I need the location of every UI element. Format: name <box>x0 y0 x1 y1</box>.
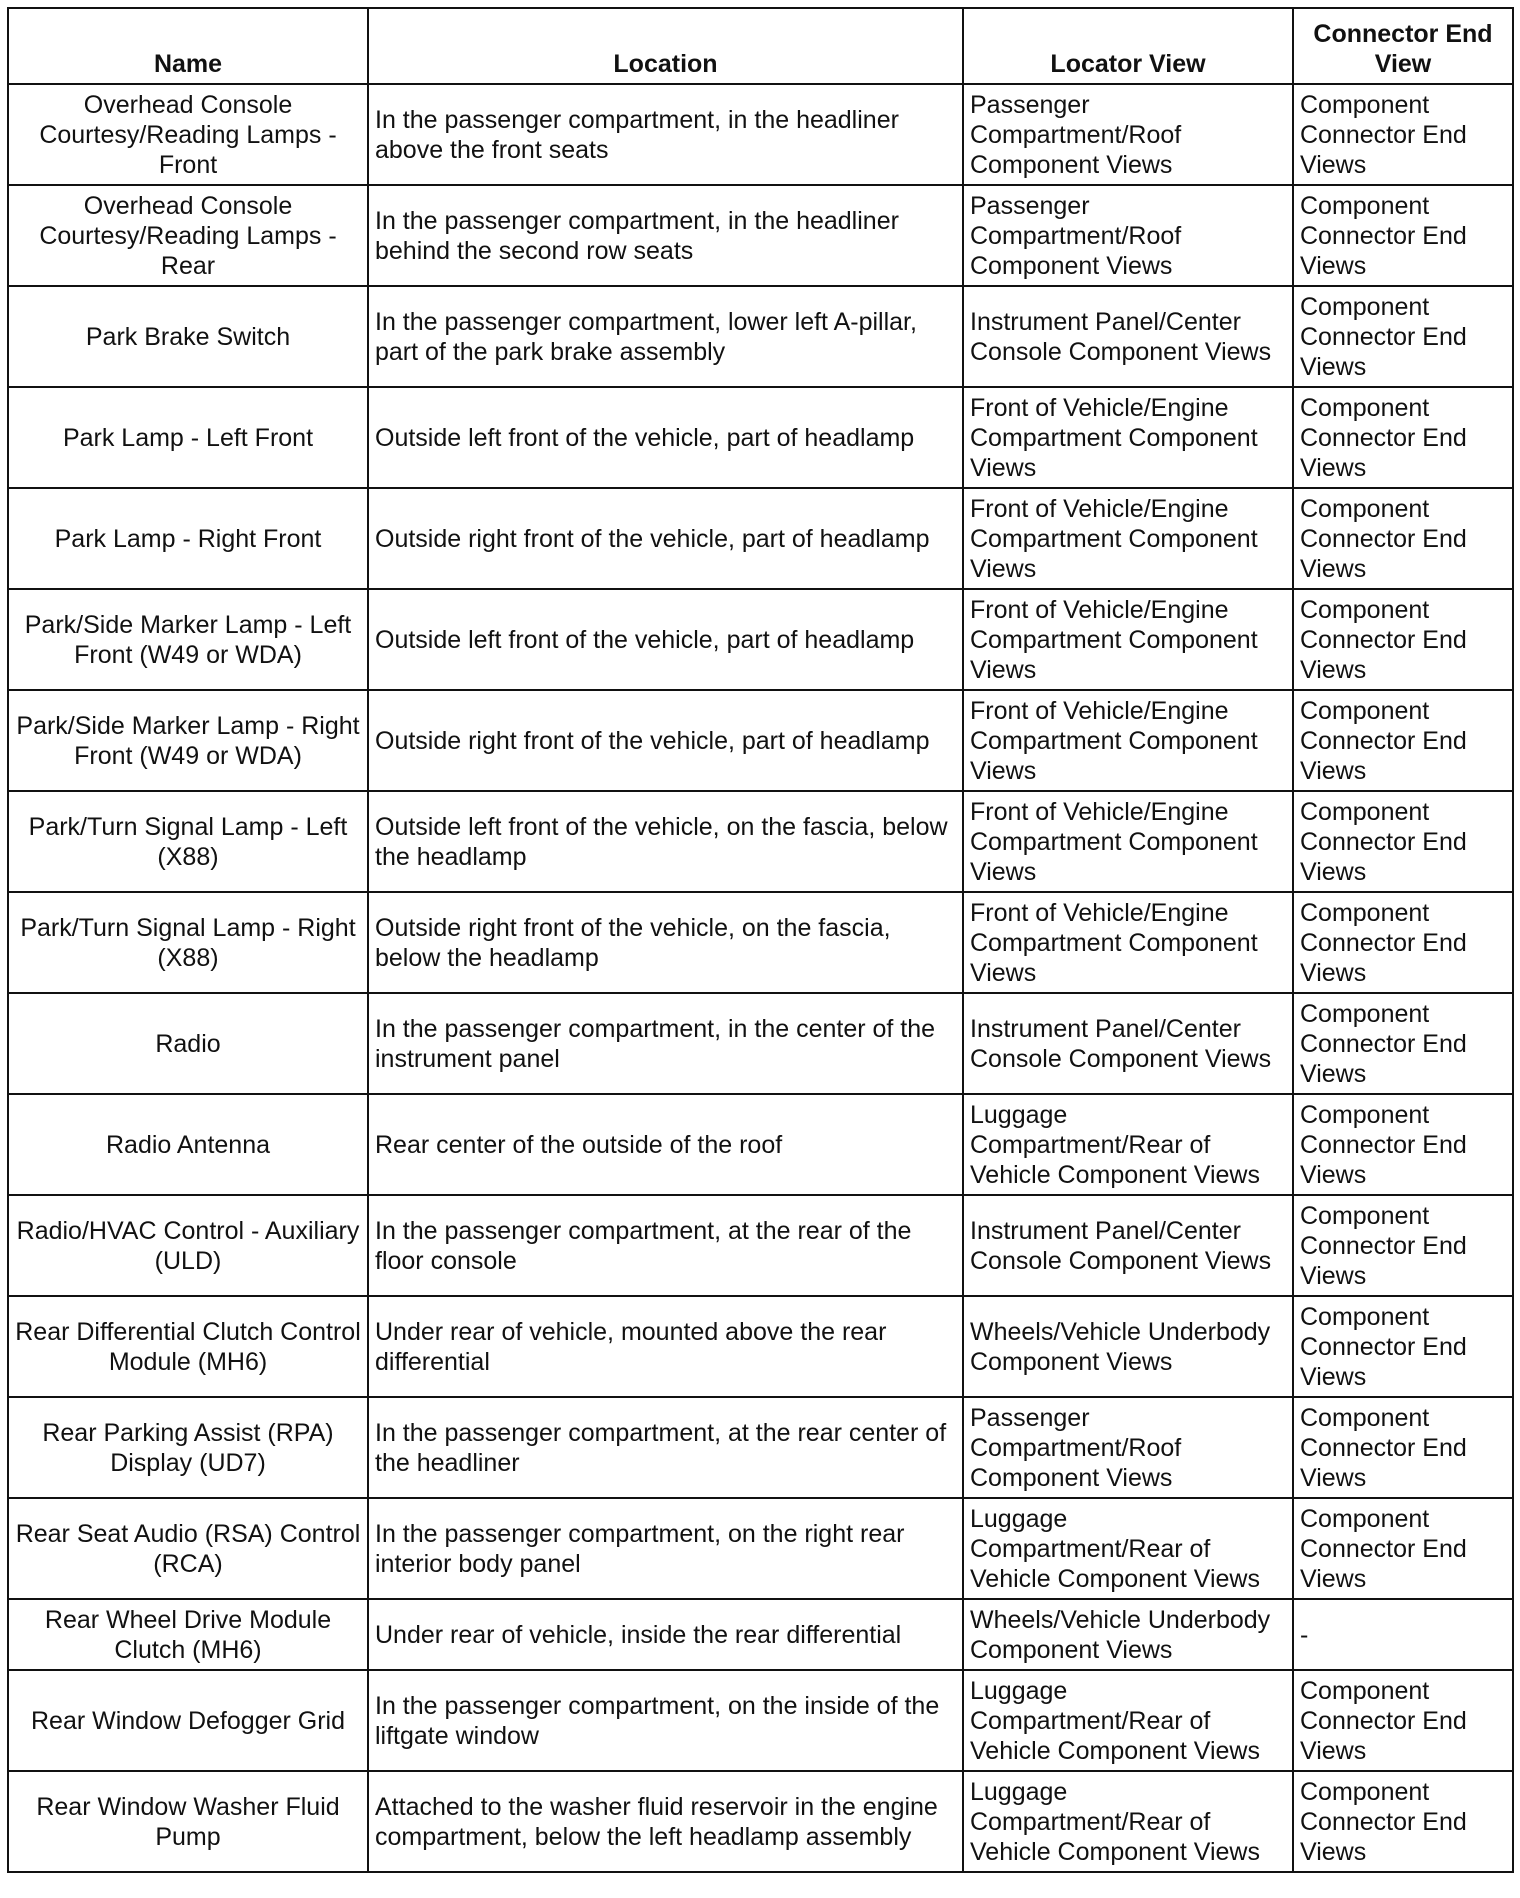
cell-locator-view: Front of Vehicle/Engine Compartment Component Views <box>963 690 1293 791</box>
cell-connector-end-view: Component Connector End Views <box>1293 84 1513 185</box>
table-header <box>8 8 1513 84</box>
table-body <box>8 84 1513 1872</box>
cell-location: In the passenger compartment, at the rear center of the headliner <box>368 1397 963 1498</box>
cell-name: Radio Antenna <box>8 1094 368 1195</box>
cell-locator-view: Wheels/Vehicle Underbody Component Views <box>963 1599 1293 1670</box>
table-row <box>8 185 1513 286</box>
header-location: Location <box>368 8 963 84</box>
cell-location: Under rear of vehicle, inside the rear differential <box>368 1599 963 1670</box>
cell-connector-end-view: Component Connector End Views <box>1293 488 1513 589</box>
cell-location: Outside right front of the vehicle, on the fascia, below the headlamp <box>368 892 963 993</box>
cell-connector-end-view: Component Connector End Views <box>1293 387 1513 488</box>
cell-name: Park Lamp - Left Front <box>8 387 368 488</box>
cell-connector-end-view: Component Connector End Views <box>1293 791 1513 892</box>
cell-locator-view: Luggage Compartment/Rear of Vehicle Component Views <box>963 1498 1293 1599</box>
cell-name: Park/Side Marker Lamp - Right Front (W49 or WDA) <box>8 690 368 791</box>
table-row <box>8 488 1513 589</box>
cell-location: Outside left front of the vehicle, part of headlamp <box>368 589 963 690</box>
cell-location: Outside right front of the vehicle, part of headlamp <box>368 488 963 589</box>
cell-location: In the passenger compartment, in the headliner behind the second row seats <box>368 185 963 286</box>
cell-locator-view: Wheels/Vehicle Underbody Component Views <box>963 1296 1293 1397</box>
cell-connector-end-view: Component Connector End Views <box>1293 1397 1513 1498</box>
table-row <box>8 1397 1513 1498</box>
table-row <box>8 286 1513 387</box>
table-row <box>8 1296 1513 1397</box>
cell-locator-view: Instrument Panel/Center Console Component Views <box>963 993 1293 1094</box>
table-row <box>8 1094 1513 1195</box>
cell-connector-end-view: Component Connector End Views <box>1293 1498 1513 1599</box>
cell-locator-view: Luggage Compartment/Rear of Vehicle Component Views <box>963 1771 1293 1872</box>
cell-locator-view: Luggage Compartment/Rear of Vehicle Component Views <box>963 1094 1293 1195</box>
table-row <box>8 892 1513 993</box>
cell-name: Rear Window Defogger Grid <box>8 1670 368 1771</box>
cell-connector-end-view: - <box>1293 1599 1513 1670</box>
cell-name: Park Lamp - Right Front <box>8 488 368 589</box>
cell-name: Park/Side Marker Lamp - Left Front (W49 or WDA) <box>8 589 368 690</box>
cell-connector-end-view: Component Connector End Views <box>1293 1296 1513 1397</box>
cell-location: In the passenger compartment, lower left A-pillar, part of the park brake assembly <box>368 286 963 387</box>
table-row <box>8 84 1513 185</box>
table-row <box>8 1599 1513 1670</box>
cell-name: Rear Wheel Drive Module Clutch (MH6) <box>8 1599 368 1670</box>
cell-location: In the passenger compartment, on the right rear interior body panel <box>368 1498 963 1599</box>
cell-locator-view: Instrument Panel/Center Console Component Views <box>963 1195 1293 1296</box>
cell-connector-end-view: Component Connector End Views <box>1293 892 1513 993</box>
table-row <box>8 387 1513 488</box>
table-row <box>8 1771 1513 1872</box>
cell-location: In the passenger compartment, at the rear of the floor console <box>368 1195 963 1296</box>
cell-name: Radio/HVAC Control - Auxiliary (ULD) <box>8 1195 368 1296</box>
cell-location: In the passenger compartment, on the inside of the liftgate window <box>368 1670 963 1771</box>
cell-connector-end-view: Component Connector End Views <box>1293 185 1513 286</box>
cell-location: Rear center of the outside of the roof <box>368 1094 963 1195</box>
cell-locator-view: Front of Vehicle/Engine Compartment Component Views <box>963 892 1293 993</box>
header-row <box>8 8 1513 84</box>
table-row <box>8 690 1513 791</box>
table-row <box>8 1195 1513 1296</box>
cell-locator-view: Front of Vehicle/Engine Compartment Component Views <box>963 387 1293 488</box>
cell-connector-end-view: Component Connector End Views <box>1293 993 1513 1094</box>
table-row <box>8 1498 1513 1599</box>
cell-location: Attached to the washer fluid reservoir in the engine compartment, below the left headlamp assembly <box>368 1771 963 1872</box>
cell-locator-view: Front of Vehicle/Engine Compartment Component Views <box>963 589 1293 690</box>
header-locator-view: Locator View <box>963 8 1293 84</box>
cell-connector-end-view: Component Connector End Views <box>1293 286 1513 387</box>
header-connector-end-view: Connector End View <box>1293 8 1513 84</box>
cell-locator-view: Luggage Compartment/Rear of Vehicle Component Views <box>963 1670 1293 1771</box>
cell-name: Rear Seat Audio (RSA) Control (RCA) <box>8 1498 368 1599</box>
cell-location: Outside left front of the vehicle, part of headlamp <box>368 387 963 488</box>
cell-name: Park Brake Switch <box>8 286 368 387</box>
cell-connector-end-view: Component Connector End Views <box>1293 1094 1513 1195</box>
cell-name: Radio <box>8 993 368 1094</box>
table-row <box>8 589 1513 690</box>
cell-name: Park/Turn Signal Lamp - Right (X88) <box>8 892 368 993</box>
cell-name: Rear Window Washer Fluid Pump <box>8 1771 368 1872</box>
cell-connector-end-view: Component Connector End Views <box>1293 1771 1513 1872</box>
cell-location: Outside right front of the vehicle, part of headlamp <box>368 690 963 791</box>
cell-locator-view: Instrument Panel/Center Console Component Views <box>963 286 1293 387</box>
cell-connector-end-view: Component Connector End Views <box>1293 589 1513 690</box>
table-row <box>8 993 1513 1094</box>
cell-locator-view: Passenger Compartment/Roof Component Views <box>963 84 1293 185</box>
cell-locator-view: Passenger Compartment/Roof Component Views <box>963 1397 1293 1498</box>
cell-connector-end-view: Component Connector End Views <box>1293 1670 1513 1771</box>
cell-locator-view: Passenger Compartment/Roof Component Views <box>963 185 1293 286</box>
cell-name: Overhead Console Courtesy/Reading Lamps - Rear <box>8 185 368 286</box>
component-locator-table <box>7 7 1514 1873</box>
cell-name: Rear Differential Clutch Control Module (MH6) <box>8 1296 368 1397</box>
cell-locator-view: Front of Vehicle/Engine Compartment Component Views <box>963 791 1293 892</box>
cell-name: Park/Turn Signal Lamp - Left (X88) <box>8 791 368 892</box>
cell-location: Under rear of vehicle, mounted above the rear differential <box>368 1296 963 1397</box>
cell-location: Outside left front of the vehicle, on the fascia, below the headlamp <box>368 791 963 892</box>
cell-location: In the passenger compartment, in the center of the instrument panel <box>368 993 963 1094</box>
cell-locator-view: Front of Vehicle/Engine Compartment Component Views <box>963 488 1293 589</box>
table-row <box>8 1670 1513 1771</box>
cell-name: Rear Parking Assist (RPA) Display (UD7) <box>8 1397 368 1498</box>
cell-connector-end-view: Component Connector End Views <box>1293 1195 1513 1296</box>
cell-name: Overhead Console Courtesy/Reading Lamps - Front <box>8 84 368 185</box>
cell-connector-end-view: Component Connector End Views <box>1293 690 1513 791</box>
cell-location: In the passenger compartment, in the headliner above the front seats <box>368 84 963 185</box>
header-name: Name <box>8 8 368 84</box>
table-row <box>8 791 1513 892</box>
